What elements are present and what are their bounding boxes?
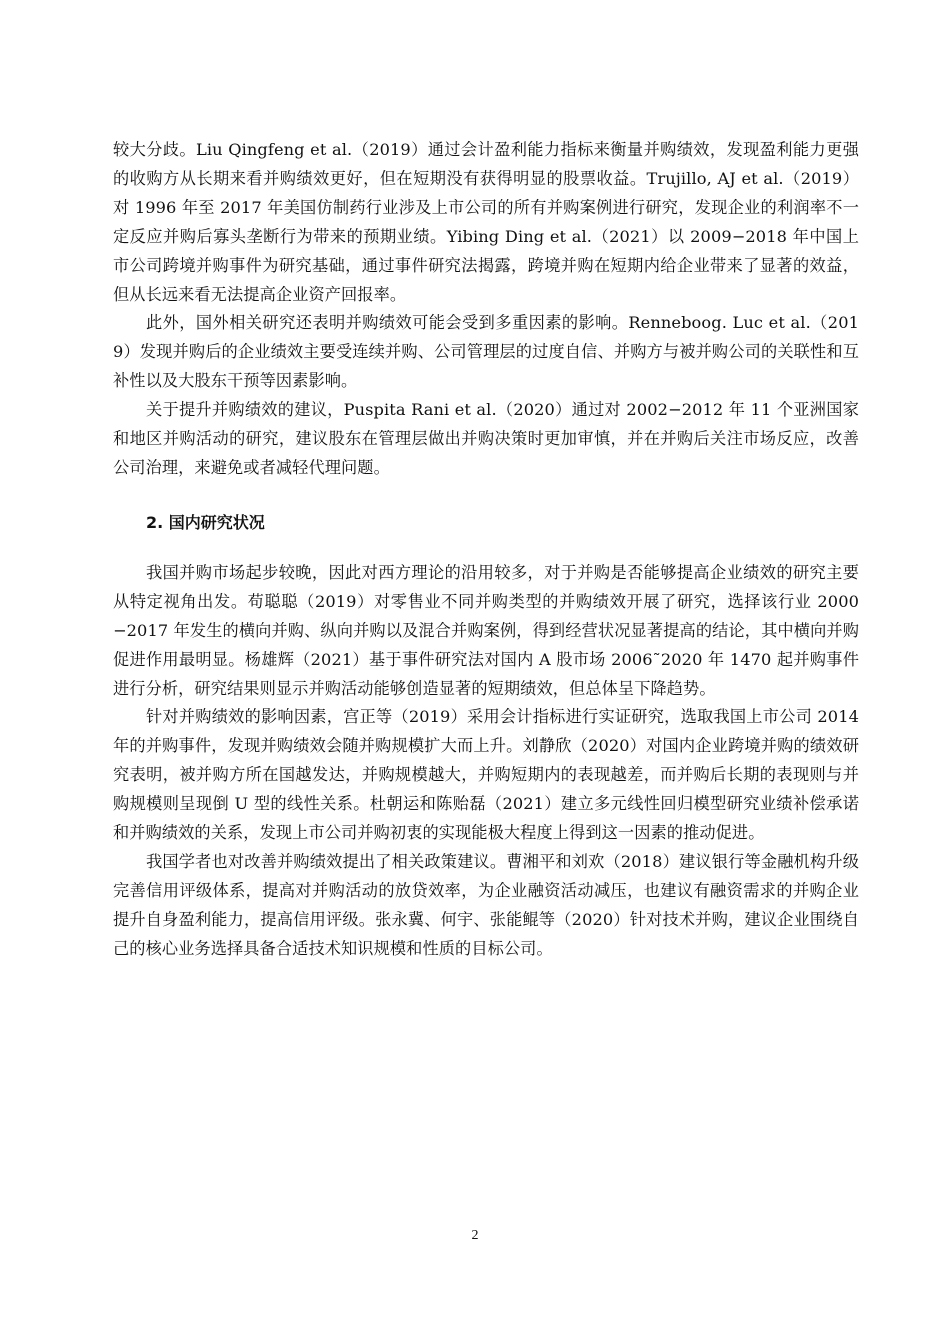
- section-heading-domestic-research: 2. 国内研究状况: [146, 512, 265, 532]
- spacer: [113, 483, 859, 509]
- page-number: 2: [471, 1228, 479, 1243]
- spacer: [113, 537, 859, 559]
- paragraph-foreign-influencing-factors: 此外，国外相关研究还表明并购绩效可能会受到多重因素的影响。Renneboog. Luc et al.（2019）发现并购后的企业绩效主要受连续并购、公司管理层的过度自信、并购方与被并购公司的关联性和互补性以及大股东干预等因素影响。: [113, 313, 859, 391]
- paragraph-domestic-influencing-factors: 针对并购绩效的影响因素，宫正等（2019）采用会计指标进行实证研究，选取我国上市公司 2014 年的并购事件，发现并购绩效会随并购规模扩大而上升。刘静欣（2020）对国内企业跨境并购的绩效研究表明，被并购方所在国越发达，并购规模越大，并购短期内的表现越差，而并购后长期的表现则与并购规模则呈现倒 U 型的线性关系。杜朝运和陈贻磊（2021）建立多元线性回归模型研究业绩补偿承诺和并购绩效的关系，发现上市公司并购初衷的实现能极大程度上得到这一因素的推动促进。: [113, 707, 859, 843]
- paragraph-domestic-recommendations: 我国学者也对改善并购绩效提出了相关政策建议。曹湘平和刘欢（2018）建议银行等金融机构升级完善信用评级体系，提高对并购活动的放贷效率，为企业融资活动减压，也建议有融资需求的并购企业提升自身盈利能力，提高信用评级。张永冀、何宇、张能鲲等（2020）针对技术并购，建议企业围绕自己的核心业务选择具备合适技术知识规模和性质的目标公司。: [113, 851, 859, 958]
- page-body: [113, 136, 859, 964]
- paragraph-foreign-recommendations: 关于提升并购绩效的建议，Puspita Rani et al.（2020）通过对 2002−2012 年 11 个亚洲国家和地区并购活动的研究，建议股东在管理层做出并购决策时更加审慎，并在并购后关注市场反应，改善公司治理，来避免或者减轻代理问题。: [113, 400, 859, 477]
- paragraph-domestic-performance-findings: 我国并购市场起步较晚，因此对西方理论的沿用较多，对于并购是否能够提高企业绩效的研究主要从特定视角出发。苟聪聪（2019）对零售业不同并购类型的并购绩效开展了研究，选择该行业 2000−2017 年发生的横向并购、纵向并购以及混合并购案例，得到经营状况显著提高的结论，其中横向并购促进作用最明显。杨雄辉（2021）基于事件研究法对国内 A 股市场 2006˜2020 年 1470 起并购事件进行分析，研究结果则显示并购活动能够创造显著的短期绩效，但总体呈下降趋势。: [113, 562, 859, 698]
- paragraph-foreign-performance-findings: 较大分歧。Liu Qingfeng et al.（2019）通过会计盈利能力指标来衡量并购绩效，发现盈利能力更强的收购方从长期来看并购绩效更好，但在短期没有获得明显的股票收益。Trujillo, AJ et al.（2019）对 1996 年至 2017 年美国仿制药行业涉及上市公司的所有并购案例进行研究，发现企业的利润率不一定反应并购后寡头垄断行为带来的预期业绩。Yibing Ding et al.（2021）以 2009−2018 年中国上市公司跨境并购事件为研究基础，通过事件研究法揭露，跨境并购在短期内给企业带来了显著的效益，但从长远来看无法提高企业资产回报率。: [113, 140, 859, 304]
